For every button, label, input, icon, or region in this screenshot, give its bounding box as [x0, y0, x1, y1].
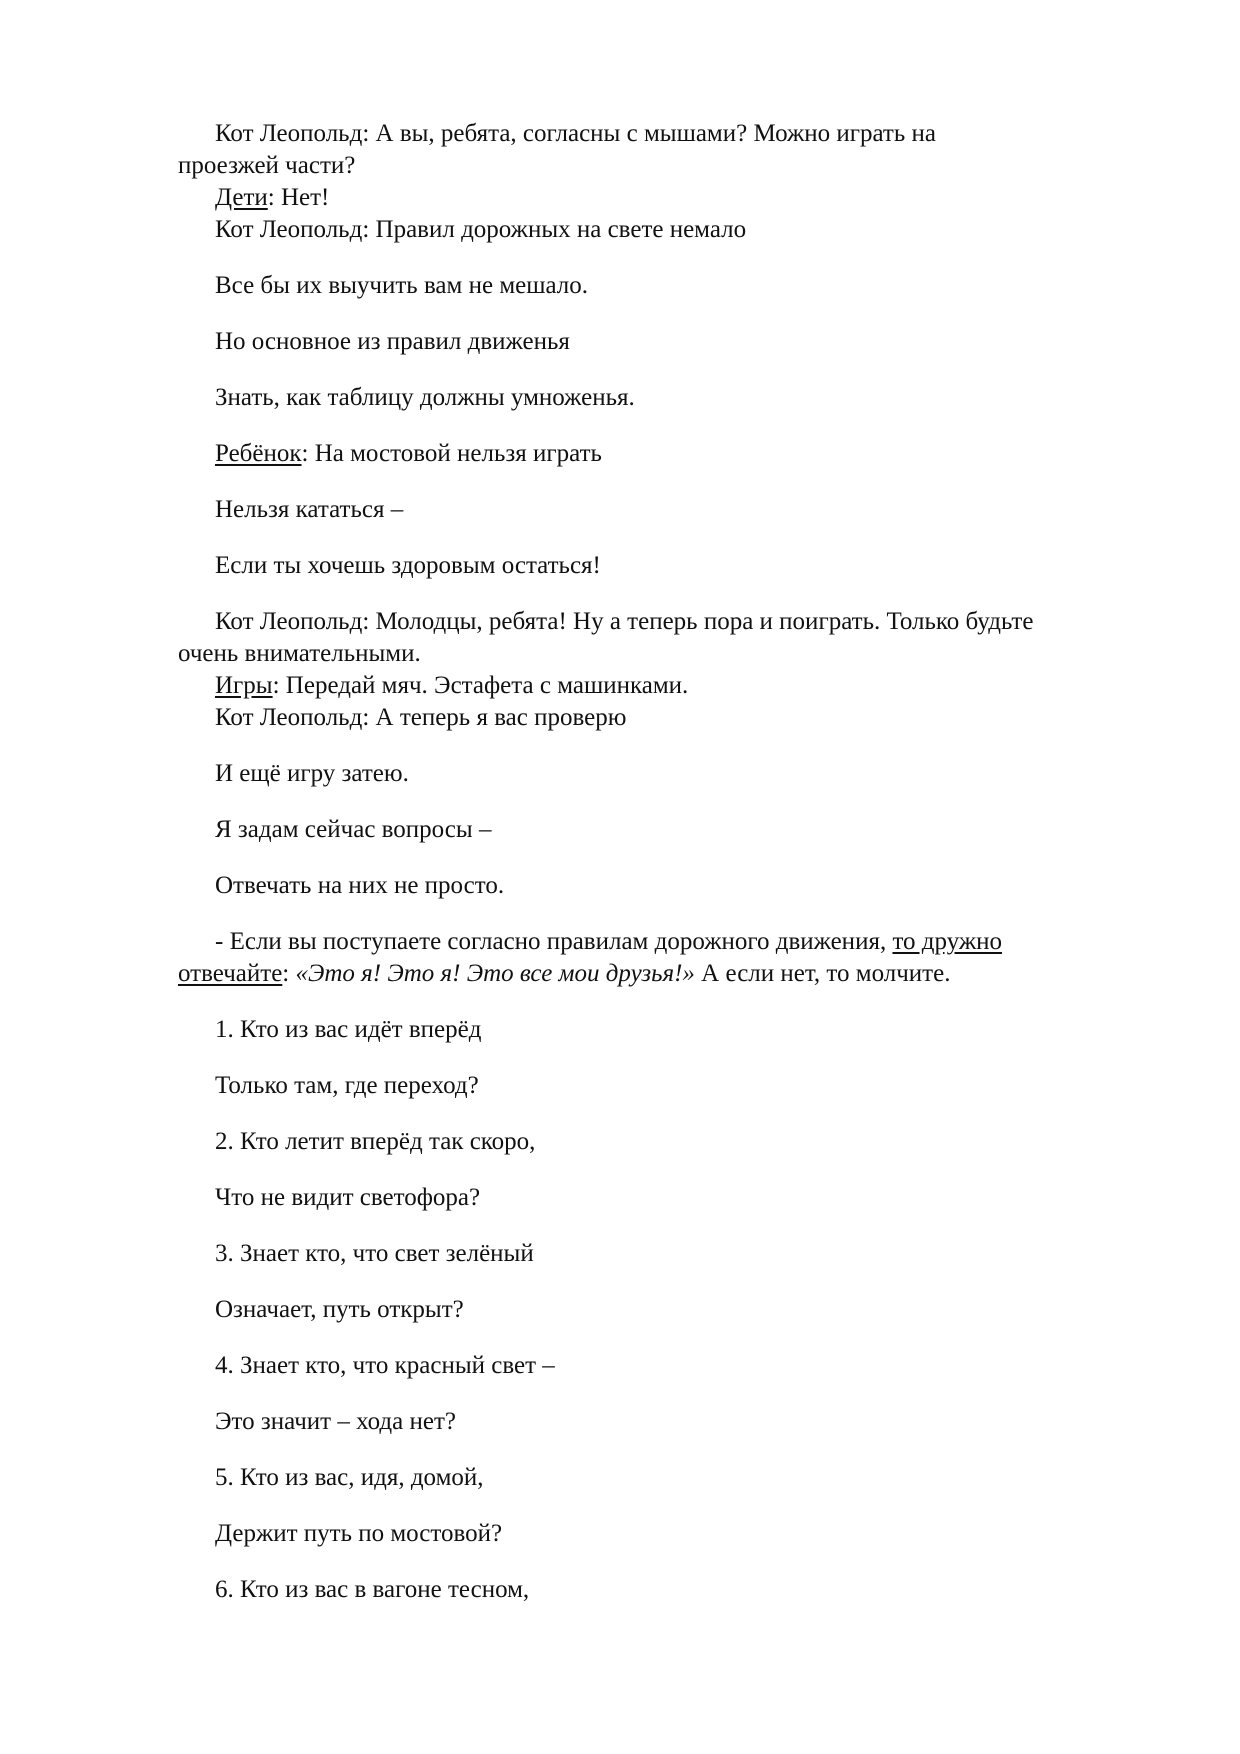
underlined-text: то дружно — [892, 928, 1003, 955]
text-line — [215, 118, 936, 150]
speaker-name: Кот Леопольд — [215, 216, 363, 243]
text-line: 2. Кто летит вперёд так скоро, — [215, 1128, 536, 1155]
speaker-name: Кот Леопольд — [215, 120, 363, 147]
line-text: А если нет, то молчите. — [694, 960, 951, 987]
text-line: 3. Знает кто, что свет зелёный — [215, 1240, 534, 1267]
line-text: : А вы, ребята, согласны с мышами? Можно играть на — [362, 120, 936, 147]
text-line: Это значит – хода нет? — [215, 1408, 456, 1435]
text-line: Я задам сейчас вопросы – — [215, 816, 492, 843]
text-line — [215, 214, 746, 246]
line-text: : Нет! — [267, 184, 330, 211]
speaker-name: Дети — [215, 184, 268, 211]
line-text: : А теперь я вас проверю — [362, 704, 627, 731]
text-line — [215, 702, 626, 734]
line-text: : Правил дорожных на свете немало — [362, 216, 747, 243]
speaker-name: Кот Леопольд — [215, 608, 363, 635]
underlined-text: отвечайте — [178, 960, 283, 987]
text-line — [215, 926, 1002, 958]
text-line: И ещё игру затею. — [215, 760, 409, 787]
text-line: Нельзя кататься – — [215, 496, 404, 523]
line-text: : Молодцы, ребята! Ну а теперь пора и поиграть. Только будьте — [362, 608, 1034, 635]
text-line: 6. Кто из вас в вагоне тесном, — [215, 1576, 530, 1603]
text-line: проезжей части? — [178, 152, 356, 179]
text-line: Что не видит светофора? — [215, 1184, 481, 1211]
line-text: : На мостовой нельзя играть — [301, 440, 602, 467]
text-line: Только там, где переход? — [215, 1072, 479, 1099]
text-line — [215, 182, 329, 214]
text-line: 5. Кто из вас, идя, домой, — [215, 1464, 484, 1491]
text-line — [215, 670, 688, 702]
text-line: Держит путь по мостовой? — [215, 1520, 503, 1547]
line-text: - Если вы поступаете согласно правилам дорожного движения, — [215, 928, 893, 955]
text-line — [178, 958, 950, 990]
text-line: очень внимательными. — [178, 640, 421, 667]
speaker-name: Игры — [215, 672, 273, 699]
text-line: Отвечать на них не просто. — [215, 872, 505, 899]
text-line: Но основное из правил движенья — [215, 328, 570, 355]
text-line: 4. Знает кто, что красный свет – — [215, 1352, 555, 1379]
text-line: Все бы их выучить вам не мешало. — [215, 272, 589, 299]
speaker-name: Кот Леопольд — [215, 704, 363, 731]
text-line: Если ты хочешь здоровым остаться! — [215, 552, 601, 579]
line-text: : Передай мяч. Эстафета с машинками. — [272, 672, 689, 699]
line-text: : — [282, 960, 296, 987]
italic-quote: «Это я! Это я! Это все мои друзья!» — [295, 960, 695, 987]
text-line: Означает, путь открыт? — [215, 1296, 464, 1323]
text-line — [215, 438, 602, 470]
text-line: 1. Кто из вас идёт вперёд — [215, 1016, 482, 1043]
text-line: Знать, как таблицу должны умноженья. — [215, 384, 635, 411]
text-line — [215, 606, 1033, 638]
speaker-name: Ребёнок — [215, 440, 302, 467]
